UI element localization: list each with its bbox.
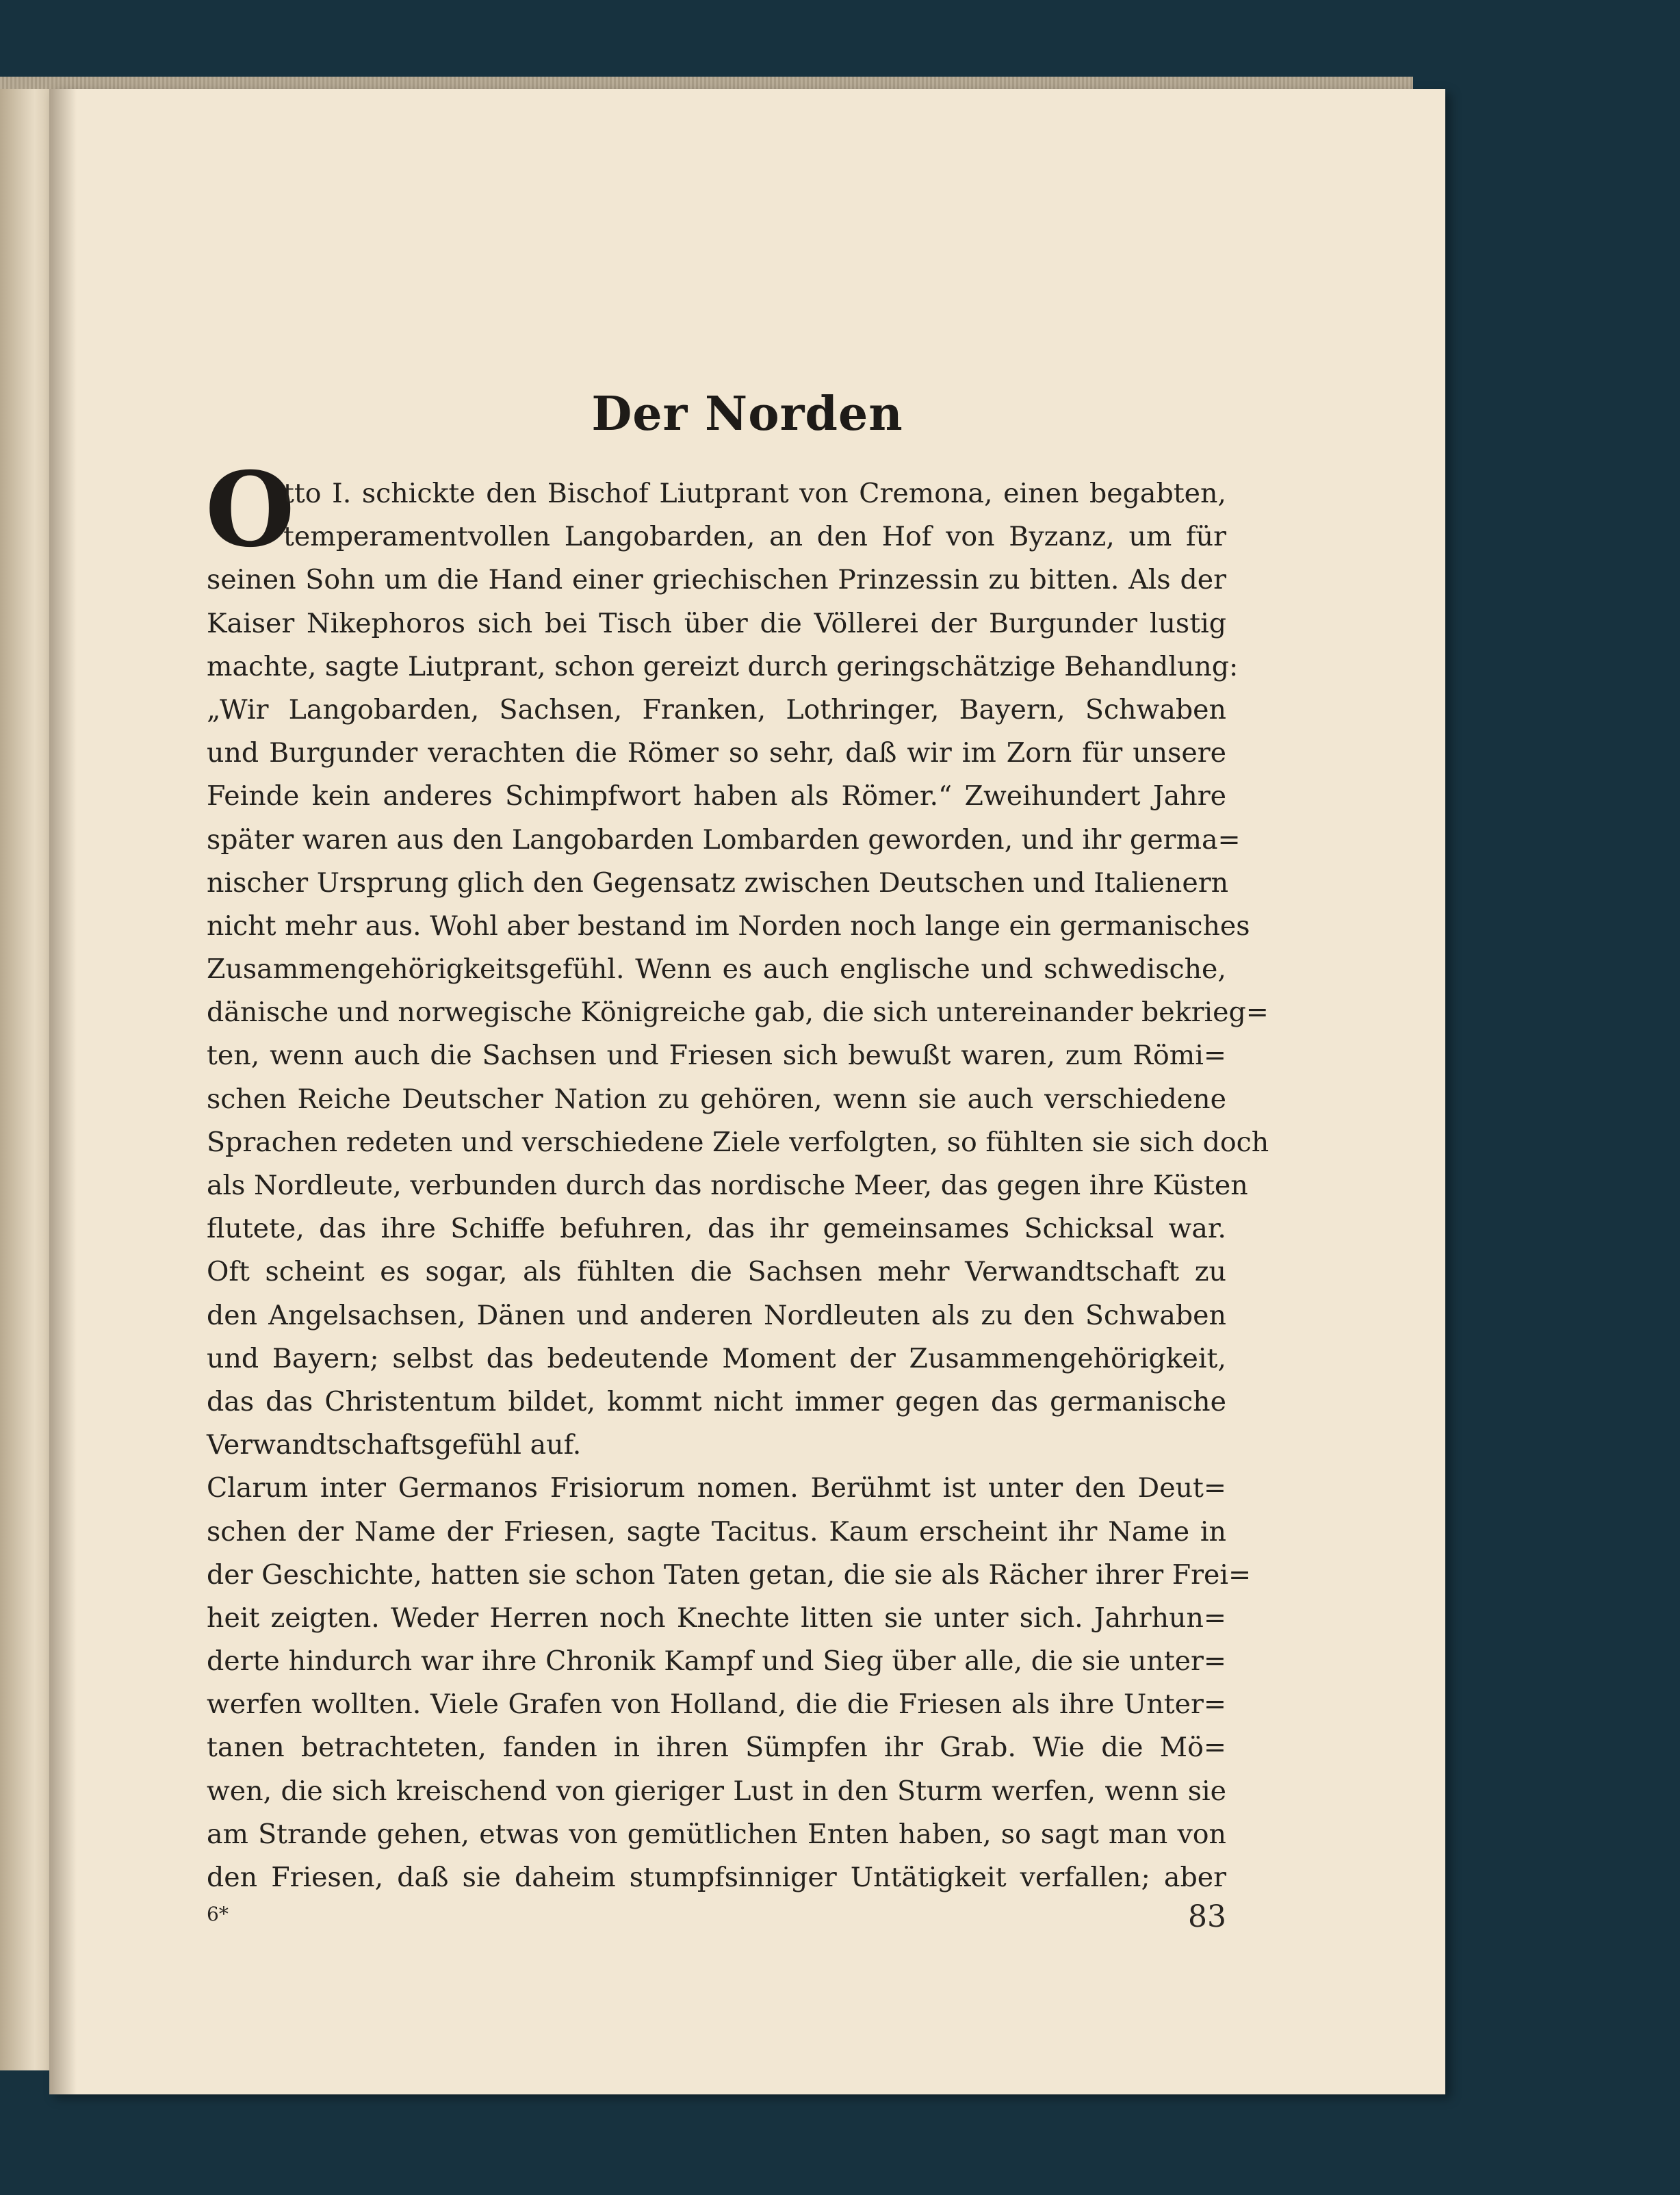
text-line: schen Reiche Deutscher Nation zu gehören, wenn sie auch verschiedene	[207, 1083, 1226, 1115]
text-line: später waren aus den Langobarden Lombarden geworden, und ihr germa=	[207, 823, 1241, 856]
text-line: Kaiser Nikephoros sich bei Tisch über die Völlerei der Burgunder lustig	[207, 607, 1226, 639]
text-line: wen, die sich kreischend von gieriger Lust in den Sturm werfen, wenn sie	[207, 1775, 1226, 1807]
text-line: Verwandtschaftsgefühl auf.	[207, 1429, 582, 1461]
page-number: 83	[1188, 1899, 1226, 1934]
text-line: tanen betrachteten, fanden in ihren Sümpfen ihr Grab. Wie die Mö=	[207, 1732, 1226, 1764]
left-page-edge	[0, 89, 51, 2070]
text-line: seinen Sohn um die Hand einer griechischen Prinzessin zu bitten. Als der	[207, 564, 1226, 596]
text-line: Clarum inter Germanos Frisiorum nomen. Berühmt ist unter den Deut=	[207, 1472, 1226, 1504]
text-line: als Nordleute, verbunden durch das nordische Meer, das gegen ihre Küsten	[207, 1170, 1248, 1201]
text-line: flutete, das ihre Schiffe befuhren, das ihr gemeinsames Schicksal war.	[207, 1213, 1226, 1245]
text-line: Feinde kein anderes Schimpfwort haben als Römer.“ Zweihundert Jahre	[207, 780, 1226, 812]
text-line: Zusammengehörigkeitsgefühl. Wenn es auch englische und schwedische,	[207, 953, 1226, 986]
text-line: machte, sagte Liutprant, schon gereizt durch geringschätzige Behandlung:	[207, 650, 1239, 682]
text-line: heit zeigten. Weder Herren noch Knechte litten sie unter sich. Jahrhun=	[207, 1602, 1226, 1634]
text-line: dänische und norwegische Königreiche gab, die sich untereinander bekrieg=	[207, 997, 1269, 1029]
text-line: nicht mehr aus. Wohl aber bestand im Norden noch lange ein germanisches	[207, 910, 1250, 942]
text-line: derte hindurch war ihre Chronik Kampf und Sieg über alle, die sie unter=	[207, 1645, 1226, 1678]
body-text	[207, 472, 1269, 1899]
text-line: tto I. schickte den Bischof Liutprant von Cremona, einen begabten,	[283, 478, 1226, 509]
book-page	[49, 89, 1445, 2094]
text-line: schen der Name der Friesen, sagte Tacitus. Kaum erscheint ihr Name in	[207, 1515, 1226, 1548]
text-line: und Burgunder verachten die Römer so sehr, daß wir im Zorn für unsere	[207, 737, 1226, 769]
text-line: nischer Ursprung glich den Gegensatz zwischen Deutschen und Italienern	[207, 867, 1229, 899]
text-line: temperamentvollen Langobarden, an den Hof von Byzanz, um für	[283, 521, 1226, 553]
text-line: und Bayern; selbst das bedeutende Moment der Zusammengehörigkeit,	[207, 1342, 1226, 1374]
text-line: werfen wollten. Viele Grafen von Holland, die die Friesen als ihre Unter=	[207, 1689, 1226, 1721]
text-line: am Strande gehen, etwas von gemütlichen Enten haben, so sagt man von	[207, 1818, 1226, 1850]
text-line: der Geschichte, hatten sie schon Taten getan, die sie als Rächer ihrer Frei=	[207, 1558, 1252, 1591]
text-line: Oft scheint es sogar, als fühlten die Sachsen mehr Verwandtschaft zu	[207, 1256, 1226, 1288]
drop-cap: O	[205, 450, 295, 570]
text-line: Sprachen redeten und verschiedene Ziele verfolgten, so fühlten sie sich doch	[207, 1126, 1269, 1158]
text-line: das das Christentum bildet, kommt nicht immer gegen das germanische	[207, 1385, 1226, 1417]
text-line: ten, wenn auch die Sachsen und Friesen sich bewußt waren, zum Römi=	[207, 1040, 1226, 1072]
text-line: den Angelsachsen, Dänen und anderen Nordleuten als zu den Schwaben	[207, 1299, 1226, 1331]
signature-mark: 6*	[207, 1903, 229, 1925]
spine-shadow	[49, 89, 77, 2094]
text-line: den Friesen, daß sie daheim stumpfsinniger Untätigkeit verfallen; aber	[207, 1862, 1226, 1893]
text-line: „Wir Langobarden, Sachsen, Franken, Lothringer, Bayern, Schwaben	[207, 693, 1226, 726]
chapter-heading: Der Norden	[591, 387, 903, 441]
